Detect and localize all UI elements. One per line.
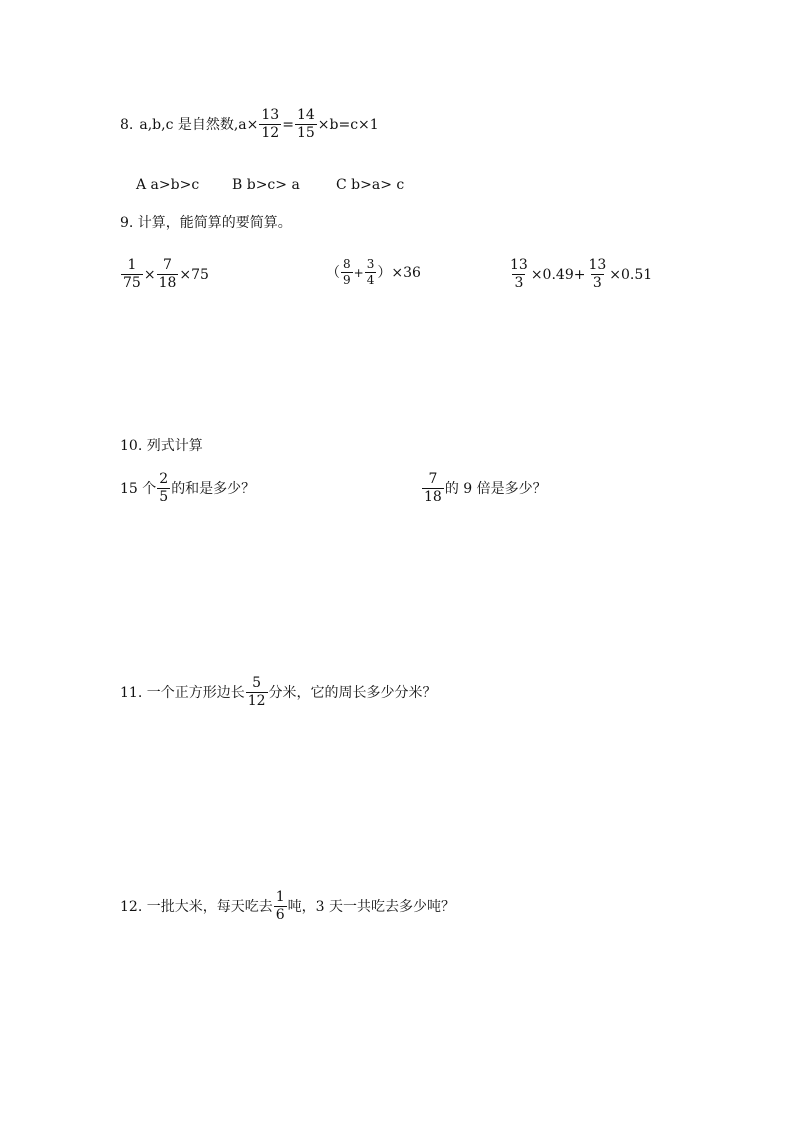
q9-expression-2: [326, 258, 421, 287]
denominator: 75: [123, 275, 141, 292]
denominator: 3: [514, 275, 524, 292]
q9-e1-tail: ×75: [179, 266, 209, 283]
q8-fraction-2: [295, 108, 317, 142]
q10b-tail: 的 9 倍是多少？: [444, 480, 547, 497]
q8-equals: =: [282, 116, 294, 133]
numerator: 5: [252, 675, 262, 691]
q10a-fraction: [157, 472, 170, 506]
numerator: 7: [163, 257, 172, 273]
denominator: 18: [424, 489, 442, 506]
plus-sign: +: [353, 265, 364, 280]
q10-part-a: [120, 472, 255, 506]
q10a-lead: 15 个: [120, 480, 157, 497]
q9-expression-1: [120, 258, 209, 292]
denominator: 18: [158, 275, 177, 292]
q8-option-a[interactable]: A a>b>c: [136, 177, 200, 193]
q11-fraction: [246, 676, 268, 710]
q12-lead: 12. 一批大米，每天吃去: [120, 898, 273, 915]
q12-line: [120, 890, 455, 924]
q11-line: [120, 676, 437, 710]
numerator: 13: [510, 257, 528, 273]
q8-lead: a,b,c 是自然数,a×: [139, 116, 259, 133]
q10a-tail: 的和是多少？: [171, 480, 256, 497]
q8-f1-numerator: 13: [261, 107, 280, 123]
open-paren: （: [326, 264, 340, 281]
q8-line: [120, 108, 379, 142]
q8-number: 8.: [120, 116, 134, 133]
denominator: 3: [592, 275, 602, 292]
numerator: 1: [127, 257, 137, 273]
numerator: 2: [159, 471, 169, 487]
denominator: 6: [275, 907, 285, 924]
q9-e2-fraction-1: [341, 258, 353, 287]
q12-tail: 吨，3 天一共吃去多少吨？: [287, 898, 455, 915]
q9-e3-middle: ×0.49+: [530, 266, 586, 283]
times-sign: ×: [143, 266, 156, 283]
q9-expression-3: [507, 258, 652, 292]
q12-fraction: [274, 890, 287, 924]
denominator: 9: [343, 273, 351, 288]
q9-title: 9. 计算，能简算的要简算。: [120, 215, 292, 231]
denominator: 12: [247, 693, 266, 710]
numerator: 7: [428, 471, 438, 487]
q9-e3-fraction-2: [586, 258, 608, 292]
q8-fraction-1: [259, 108, 281, 142]
denominator: 5: [159, 489, 169, 506]
q8-tail: ×b=c×1: [317, 116, 379, 133]
q8-f1-denominator: 12: [261, 125, 280, 142]
q9-e3-tail: ×0.51: [609, 266, 653, 283]
q10-part-b: [421, 472, 547, 506]
q8-f2-numerator: 14: [296, 107, 315, 123]
q10-title: 10. 列式计算: [120, 438, 203, 454]
q8-option-c[interactable]: C b>a> c: [336, 177, 405, 193]
close-paren-tail: ）×36: [377, 264, 421, 281]
numerator: 3: [366, 257, 375, 271]
q8-f2-denominator: 15: [296, 125, 315, 142]
numerator: 1: [275, 889, 285, 905]
q9-e3-fraction-1: [508, 258, 530, 292]
q9-e1-fraction-2: [157, 258, 179, 292]
denominator: 4: [366, 273, 375, 288]
q9-e2-fraction-2: [365, 258, 377, 287]
numerator: 13: [588, 257, 607, 273]
q10b-fraction: [422, 472, 444, 506]
q11-lead: 11. 一个正方形边长: [120, 684, 245, 701]
numerator: 8: [343, 257, 351, 271]
q8-option-b[interactable]: B b>c> a: [232, 177, 300, 193]
q9-e1-fraction-1: [121, 258, 143, 292]
q11-tail: 分米，它的周长多少分米？: [268, 684, 437, 701]
